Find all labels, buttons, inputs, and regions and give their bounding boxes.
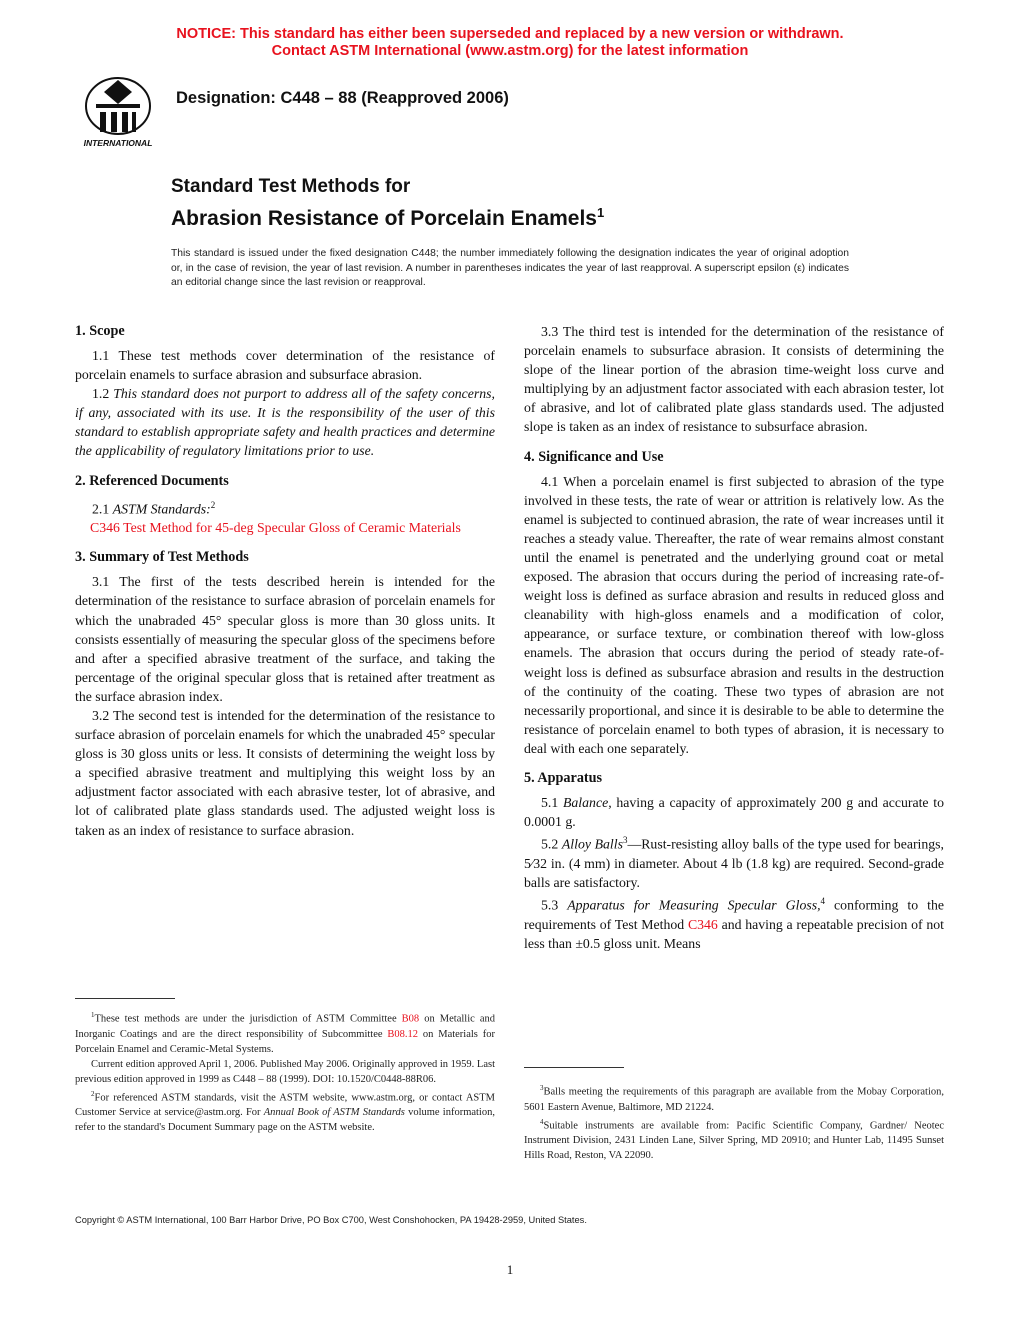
para-5-3-num: 5.3 bbox=[541, 897, 568, 913]
para-5-2-footnote-mark: 3 bbox=[622, 835, 628, 846]
title-footnote-mark: 1 bbox=[597, 205, 605, 220]
right-column bbox=[524, 322, 944, 953]
para-2-1-footnote-mark: 2 bbox=[210, 499, 216, 510]
footnote-4 bbox=[524, 1115, 944, 1164]
footnote-2-text-end: volume information, refer to the standard's Document Summary page on the ASTM website. bbox=[75, 1107, 495, 1133]
para-4-1: 4.1 When a porcelain enamel is first subjected to abrasion of the type involved in these tests, the rate of wear or attrition is relatively low. As the enamel is subjected to continued abrasion, the rate of wear increases until it reaches a steady value. Thereafter, the rate of wear remains almost constant until the enamel is penetrated and the underlying ground coat or metal exposed. The abrasion that occurs during the period of increasing rate-of-weight loss is defined as surface abrasion and results in reduced gloss and cleanability with high-gloss enamels and a modification of color, appearance, or surface texture, or combination thereof with low-gloss enamels. The abrasion that occurs during the period of steady rate-of-weight loss is defined as subsurface abrasion and results in the destruction of the continuity of the coating. These two types of abrasion are not necessarily proportional, and since it is desirable to be able to determine the resistance of porcelain enamel to both types of abrasion, it is necessary to deal with each one separately. bbox=[524, 473, 944, 756]
para-5-3-text-end: and having a repeatable precision of not less than ±0.5 gloss unit. Means bbox=[524, 916, 944, 951]
footnote-1-text-mid: on Metallic and Inorganic Coatings and are the direct responsibility of Subcommittee bbox=[75, 1013, 495, 1040]
para-3-1: 3.1 The first of the tests described herein is intended for the determination of the resistance to surface abrasion of porcelain enamels for which the unabraded 45° specular gloss is more than 30 gloss units. It consists essentially of measuring the specular gloss of the specimens before and after a specified abrasive treatment of the surface, and taking the percentage of the original specular gloss that is retained after treatment as the surface abrasion index. bbox=[75, 574, 495, 704]
withdrawal-notice bbox=[0, 26, 1020, 60]
para-2-1 bbox=[75, 496, 495, 519]
footnote-1 bbox=[75, 1008, 495, 1057]
title-main: Abrasion Resistance of Porcelain Enamels bbox=[171, 207, 597, 230]
para-5-3-footnote-mark: 4 bbox=[820, 896, 826, 907]
para-5-3-text: conforming to the requirements of Test Method bbox=[524, 897, 944, 932]
left-column bbox=[75, 322, 495, 840]
logo-org-name: INTERNATIONAL bbox=[83, 138, 153, 148]
footnote-4-mark: 4 bbox=[540, 1117, 544, 1126]
title-line-1: Standard Test Methods for bbox=[171, 176, 411, 197]
para-5-1-text: , having a capacity of approximately 200 g and accurate to 0.0001 g. bbox=[524, 794, 944, 830]
para-5-2-num: 5.2 bbox=[541, 836, 562, 852]
subcommittee-b08-12-link[interactable]: B08.12 bbox=[387, 1028, 419, 1040]
section-2-heading: 2. Referenced Documents bbox=[75, 472, 229, 489]
footnote-2-text: For referenced ASTM standards, visit the ASTM website, www.astm.org, or contact ASTM Customer Service at service@astm.org. For bbox=[75, 1092, 495, 1118]
right-footnotes bbox=[524, 1081, 944, 1163]
section-3-heading: 3. Summary of Test Methods bbox=[75, 549, 249, 566]
right-footnote-rule bbox=[524, 1067, 624, 1068]
para-5-1-num: 5.1 bbox=[541, 794, 563, 810]
para-1-1: 1.1 These test methods cover determination of the resistance of porcelain enamels to surface abrasion and subsurface abrasion. bbox=[75, 348, 495, 383]
document-title bbox=[171, 175, 604, 232]
committee-b08-link[interactable]: B08 bbox=[401, 1013, 420, 1025]
title-line-2 bbox=[171, 199, 604, 232]
standard-issuance-note: This standard is issued under the fixed designation C448; the number immediately following the designation indicates the year of original adoption or, in the case of revision, the year of last revision. A number in parentheses indicates the year of last reapproval. A superscript epsilon (ε) indicates an editorial change since the last revision or reapproval. bbox=[171, 248, 849, 288]
para-2-1-num: 2.1 bbox=[92, 501, 113, 517]
para-5-3 bbox=[524, 892, 944, 953]
para-1-2-text: This standard does not purport to address all of the safety concerns, if any, associated with its use. It is the responsibility of the user of this standard to establish appropriate safety and health practices and determine the applicability of regulatory limitations prior to use. bbox=[75, 386, 495, 459]
para-3-3: 3.3 The third test is intended for the determination of the resistance of porcelain enamels to subsurface abrasion. It consists of determining the slope of the linear portion of the abrasion time-weight loss curve and multiplying by an adjustment factor associated with each abrasion tester, lot of abrasive, and lot of calibrated plate glass standards used. The adjusted slope is taken as an index of resistance to subsurface abrasion. bbox=[524, 324, 944, 435]
footnote-1-text-end: on Materials for Porcelain Enamel and Ceramic-Metal Systems. bbox=[75, 1028, 495, 1055]
reference-c346[interactable] bbox=[75, 518, 495, 537]
footnote-2 bbox=[75, 1087, 495, 1136]
para-5-3-reference-link[interactable]: C346 bbox=[687, 916, 718, 932]
footnote-2-book-title: Annual Book of ASTM Standards bbox=[263, 1107, 405, 1118]
para-5-1-term: Balance bbox=[562, 794, 609, 810]
footnote-1-mark: 1 bbox=[91, 1011, 95, 1019]
footnote-1-edition: Current edition approved April 1, 2006. Published May 2006. Originally approved in 1959. Last previous edition approved in 1999 as C448 – 88 (1999). DOI: 10.1520/C0448-88R06. bbox=[75, 1058, 495, 1085]
footnote-3-mark: 3 bbox=[540, 1084, 544, 1092]
para-1-2 bbox=[75, 384, 495, 460]
footnote-4-text: Suitable instruments are available from: Pacific Scientific Company, Gardner/ Neotec Instrument Division, 2431 Linden Lane, Silver Spring, MD 20910; and Hunter Lab, 11495 Sunset Hills Road, Reston, VA 22090. bbox=[524, 1120, 944, 1161]
para-2-1-text: ASTM Standards: bbox=[112, 501, 211, 517]
footnote-3 bbox=[524, 1081, 944, 1115]
astm-logo-icon bbox=[74, 76, 162, 150]
para-5-1 bbox=[524, 793, 944, 831]
section-1-heading: 1. Scope bbox=[75, 323, 125, 339]
para-5-2-term: Alloy Balls bbox=[561, 836, 623, 852]
footnote-2-mark: 2 bbox=[91, 1089, 95, 1098]
section-5-heading: 5. Apparatus bbox=[524, 769, 603, 786]
notice-line-1: NOTICE: This standard has either been superseded and replaced by a new version or withdrawn. bbox=[176, 26, 844, 42]
left-footnote-rule bbox=[75, 998, 175, 999]
footnote-1-text: These test methods are under the jurisdiction of ASTM Committee bbox=[94, 1013, 402, 1025]
para-5-2-text: —Rust-resisting alloy balls of the type used for bearings, 5⁄32 in. (4 mm) in diameter. About 4 lb (1.8 kg) are required. Second-grade balls are satisfactory. bbox=[524, 836, 944, 890]
section-4-heading: 4. Significance and Use bbox=[524, 448, 664, 465]
reference-code[interactable]: C346 bbox=[90, 520, 120, 536]
designation: Designation: C448 – 88 (Reapproved 2006) bbox=[176, 89, 509, 107]
page-number: 1 bbox=[506, 1262, 514, 1277]
reference-title[interactable]: Test Method for 45-deg Specular Gloss of Ceramic Materials bbox=[119, 520, 461, 536]
para-1-2-num: 1.2 bbox=[92, 386, 114, 402]
left-footnotes bbox=[75, 1008, 495, 1135]
para-5-2 bbox=[524, 831, 944, 892]
astm-logo bbox=[74, 76, 162, 150]
footnote-3-text: Balls meeting the requirements of this paragraph are available from the Mobay Corporation, 5601 Eastern Avenue, Baltimore, MD 21224. bbox=[524, 1086, 944, 1113]
para-5-3-term: Apparatus for Measuring Specular Gloss, bbox=[567, 897, 821, 913]
para-3-2: 3.2 The second test is intended for the determination of the resistance to surface abrasion of porcelain enamels for which the unabraded 45° specular gloss is 30 gloss units or less. It consists of determining the weight loss by a specified abrasive treatment and multiplying this weight loss by an adjustment factor associated with each abrasive tester, lot of abrasive, and lot of calibrated plate glass standards used. The adjusted weight loss is taken as an index of resistance to surface abrasion. bbox=[75, 708, 495, 838]
notice-line-2: Contact ASTM International (www.astm.org) for the latest information bbox=[271, 43, 749, 59]
copyright: Copyright © ASTM International, 100 Barr Harbor Drive, PO Box C700, West Conshohocken, PA 19428-2959, United States. bbox=[75, 1215, 587, 1225]
